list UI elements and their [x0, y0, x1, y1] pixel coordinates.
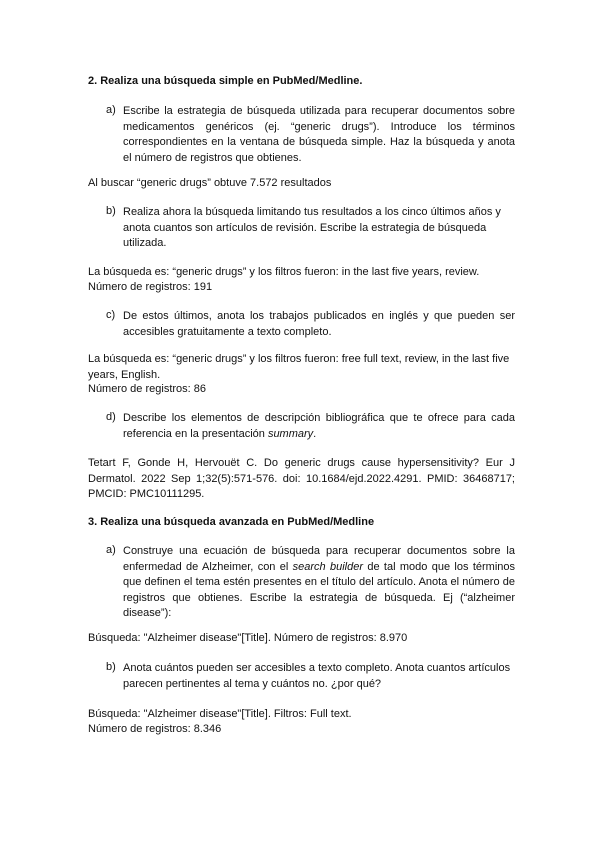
item-3b-text: Anota cuántos pueden ser accesibles a texto completo. Anota cuantos artículos parecen pertinentes al tema y cuántos no. ¿por qué? — [123, 662, 511, 690]
item-3a-text: Construye una ecuación de búsqueda para recuperar documentos sobre la enfermedad de Alzheimer, con el search builder de tal modo que los términos que definen el tema estén presentes en el título del artículo. Anota el número de registros que obtienes. Escribe la estrategia de búsqueda. Ej (“alzheimer disease”): — [123, 545, 515, 619]
answer-3a: Búsqueda: "Alzheimer disease"[Title]. Número de registros: 8.970 — [88, 632, 408, 644]
answer-3b-line2: Número de registros: 8.346 — [88, 723, 222, 735]
item-a-label: a) — [106, 104, 116, 116]
answer-b-line2: Número de registros: 191 — [88, 281, 213, 293]
item-c-label: c) — [106, 309, 116, 321]
answer-a: Al buscar “generic drugs” obtuve 7.572 resultados — [88, 177, 332, 189]
item-b-text: Realiza ahora la búsqueda limitando tus resultados a los cinco últimos años y anota cuantos son artículos de revisión. Escribe la estrategia de búsqueda utilizada. — [123, 206, 501, 249]
citation-answer: Tetart F, Gonde H, Hervouët C. Do generic drugs cause hypersensitivity? Eur J Dermatol. 2022 Sep 1;32(5):571-576. doi: 10.1684/ejd.2022.4291. PMID: 36468717; PMCID: PMC10111295. — [88, 457, 515, 500]
item-a-text: Escribe la estrategia de búsqueda utilizada para recuperar documentos sobre medicamentos genéricos (ej. “generic drugs”). Introduce los términos correspondientes en la ventana de búsqueda simple. Haz la búsqueda y anota el número de registros que obtienes. — [123, 105, 515, 164]
section-2-heading: 2. Realiza una búsqueda simple en PubMed/Medline. — [88, 75, 363, 87]
section-3-heading: 3. Realiza una búsqueda avanzada en PubMed/Medline — [88, 516, 375, 528]
item-c-text: De estos últimos, anota los trabajos publicados en inglés y que pueden ser accesibles gratuitamente a texto completo. — [123, 310, 515, 338]
answer-b-line1: La búsqueda es: “generic drugs” y los filtros fueron: in the last five years, review. — [88, 266, 480, 278]
item-3a-label: a) — [106, 544, 116, 556]
answer-c-line1: La búsqueda es: “generic drugs” y los filtros fueron: free full text, review, in the last five years, English. — [88, 353, 510, 381]
item-d-label: d) — [106, 411, 116, 423]
item-3b-label: b) — [106, 661, 116, 673]
item-d-text: Describe los elementos de descripción bibliográfica que te ofrece para cada referencia en la presentación summary. — [123, 412, 515, 440]
item-b-label: b) — [106, 205, 116, 217]
answer-3b-line1: Búsqueda: "Alzheimer disease"[Title]. Filtros: Full text. — [88, 708, 352, 720]
answer-c-line2: Número de registros: 86 — [88, 383, 206, 395]
